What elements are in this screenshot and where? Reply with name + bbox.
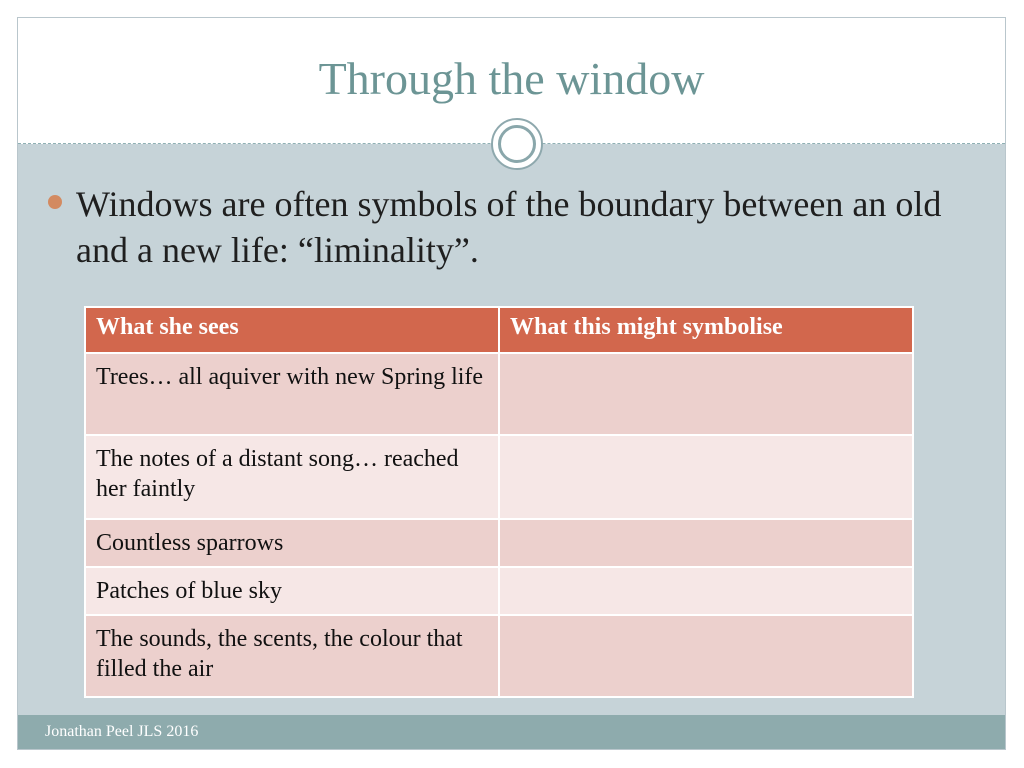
footer-bar — [18, 715, 1005, 750]
header-what-she-sees: What she sees — [85, 307, 499, 353]
circle-ornament-ring — [498, 125, 536, 163]
footer-text: Jonathan Peel JLS 2016 — [45, 723, 199, 740]
table-row — [85, 519, 913, 567]
table-cell-sees: The notes of a distant song… reached her faintly — [85, 435, 499, 519]
bullet-point — [48, 181, 988, 273]
table-row — [85, 567, 913, 615]
circle-ornament-icon — [491, 118, 543, 170]
bullet-dot-icon — [48, 195, 62, 209]
table-cell-symbolise[interactable] — [499, 353, 913, 435]
table-cell-symbolise[interactable] — [499, 615, 913, 697]
slide-title: Through the window — [318, 53, 705, 104]
symbol-table — [84, 306, 914, 698]
table-cell-sees: Trees… all aquiver with new Spring life — [85, 353, 499, 435]
table-cell-sees: Countless sparrows — [85, 519, 499, 567]
table-row — [85, 435, 913, 519]
table-row — [85, 615, 913, 697]
table-row — [85, 353, 913, 435]
header-what-this-might-symbolise: What this might symbolise — [499, 307, 913, 353]
table-cell-sees: The sounds, the scents, the colour that filled the air — [85, 615, 499, 697]
table-cell-symbolise[interactable] — [499, 567, 913, 615]
table-cell-symbolise[interactable] — [499, 435, 913, 519]
table-cell-sees: Patches of blue sky — [85, 567, 499, 615]
bullet-text: Windows are often symbols of the boundary between an old and a new life: “liminality”. — [76, 184, 942, 270]
table-cell-symbolise[interactable] — [499, 519, 913, 567]
table-header-row — [85, 307, 913, 353]
